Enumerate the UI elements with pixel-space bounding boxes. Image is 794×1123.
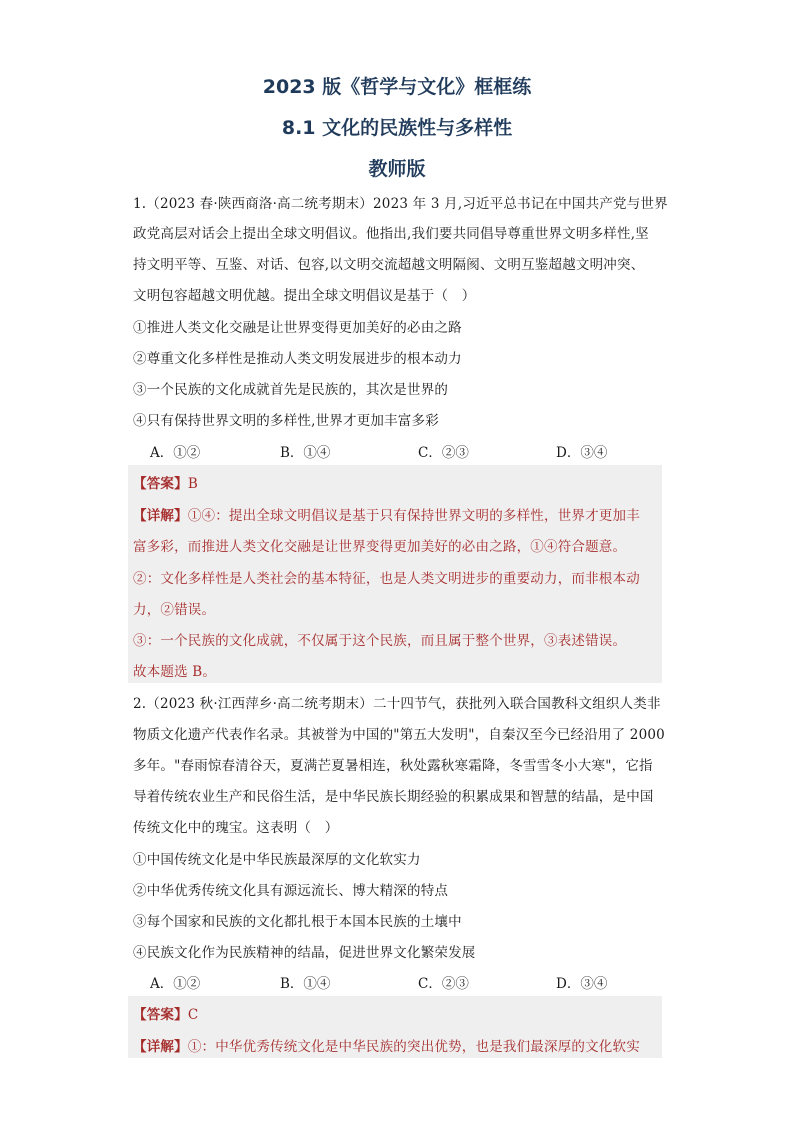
detail-label: 【详解】 bbox=[133, 508, 188, 524]
q2-option-b: B．①④ bbox=[280, 976, 331, 992]
q2-stem-line-4: 导着传统农业生产和民俗生活，是中华民族长期经验的积累成果和智慧的结晶，是中国 bbox=[133, 789, 654, 805]
q1-detail-line-6: 故本题选 B。 bbox=[133, 664, 217, 680]
answer-value: C bbox=[187, 1007, 199, 1023]
q2-stem-line-5: 传统文化中的瑰宝。这表明（ ） bbox=[133, 820, 339, 836]
answer-label: 【答案】 bbox=[133, 476, 188, 492]
q1-stem-line-3: 持文明平等、互鉴、对话、包容,以文明交流超越文明隔阂、文明互鉴超越文明冲突、 bbox=[133, 257, 645, 273]
q1-detail-line-2: 富多彩，而推进人类文化交融是让世界变得更加美好的必由之路，①④符合题意。 bbox=[133, 539, 627, 555]
q1-detail-line-5: ③：一个民族的文化成就，不仅属于这个民族，而且属于整个世界，③表述错误。 bbox=[133, 633, 627, 649]
q1-option-a: A．①② bbox=[150, 445, 201, 461]
q2-statement-2: ②中华优秀传统文化具有源远流长、博大精深的特点 bbox=[133, 883, 449, 899]
answer-label: 【答案】 bbox=[133, 1007, 188, 1023]
document-title: 2023 版《哲学与文化》框框练 bbox=[262, 76, 532, 98]
edition-label: 教师版 bbox=[368, 158, 426, 180]
q2-option-a: A．①② bbox=[150, 976, 201, 992]
q2-options bbox=[150, 972, 607, 992]
detail-text: ①：中华优秀传统文化是中华民族的突出优势，也是我们最深厚的文化软实 bbox=[187, 1039, 640, 1055]
q2-statement-3: ③每个国家和民族的文化都扎根于本国本民族的土壤中 bbox=[133, 914, 462, 930]
section-title: 8.1 文化的民族性与多样性 bbox=[281, 117, 513, 139]
q2-stem-line-1: 2.（2023 秋·江西萍乡·高二统考期末）二十四节气，获批列入联合国教科文组织人类非 bbox=[133, 696, 661, 712]
answer-value: B bbox=[187, 476, 198, 492]
detail-label: 【详解】 bbox=[133, 1039, 188, 1055]
q1-detail-line-4: 力，②错误。 bbox=[133, 602, 216, 618]
q1-statement-1: ①推进人类文化交融是让世界变得更加美好的必由之路 bbox=[133, 320, 462, 336]
q1-statement-3: ③一个民族的文化成就首先是民族的，其次是世界的 bbox=[133, 382, 449, 398]
q2-statement-1: ①中国传统文化是中华民族最深厚的文化软实力 bbox=[133, 852, 421, 868]
q2-option-c: C．②③ bbox=[418, 976, 469, 992]
q2-stem-line-3: 多年。"春雨惊春清谷天，夏满芒夏暑相连，秋处露秋寒霜降，冬雪雪冬小大寒"，它指 bbox=[133, 758, 653, 774]
q1-statement-4: ④只有保持世界文明的多样性,世界才更加丰富多彩 bbox=[133, 413, 439, 429]
q1-stem-line-2: 政党高层对话会上提出全球文明倡议。他指出,我们要共同倡导尊重世界文明多样性,坚 bbox=[133, 226, 649, 242]
q1-option-d: D．③④ bbox=[556, 445, 608, 461]
q2-answer bbox=[133, 1003, 198, 1023]
q1-stem-line-1: 1.（2023 春·陕西商洛·高二统考期末）2023 年 3 月,习近平总书记在中国共产党与世界 bbox=[133, 196, 668, 212]
q1-option-b: B．①④ bbox=[280, 445, 331, 461]
q2-stem-line-2: 物质文化遗产代表作名录。其被誉为中国的"第五大发明"，自秦汉至今已经沿用了 2000 bbox=[133, 727, 665, 743]
q1-stem-line-4: 文明包容超越文明优越。提出全球文明倡议是基于（ ） bbox=[133, 288, 476, 304]
q1-answer bbox=[133, 472, 198, 492]
q1-options bbox=[150, 441, 607, 461]
q1-detail-line-3: ②：文化多样性是人类社会的基本特征，也是人类文明进步的重要动力，而非根本动 bbox=[133, 571, 640, 587]
q1-statement-2: ②尊重文化多样性是推动人类文明发展进步的根本动力 bbox=[133, 351, 462, 367]
q2-statement-4: ④民族文化作为民族精神的结晶，促进世界文化繁荣发展 bbox=[133, 945, 476, 961]
q1-option-c: C．②③ bbox=[418, 445, 469, 461]
detail-text: ①④：提出全球文明倡议是基于只有保持世界文明的多样性，世界才更加丰 bbox=[187, 508, 640, 524]
q2-detail-line-1 bbox=[133, 1035, 640, 1055]
q2-option-d: D．③④ bbox=[556, 976, 608, 992]
q1-detail-line-1 bbox=[133, 504, 640, 524]
